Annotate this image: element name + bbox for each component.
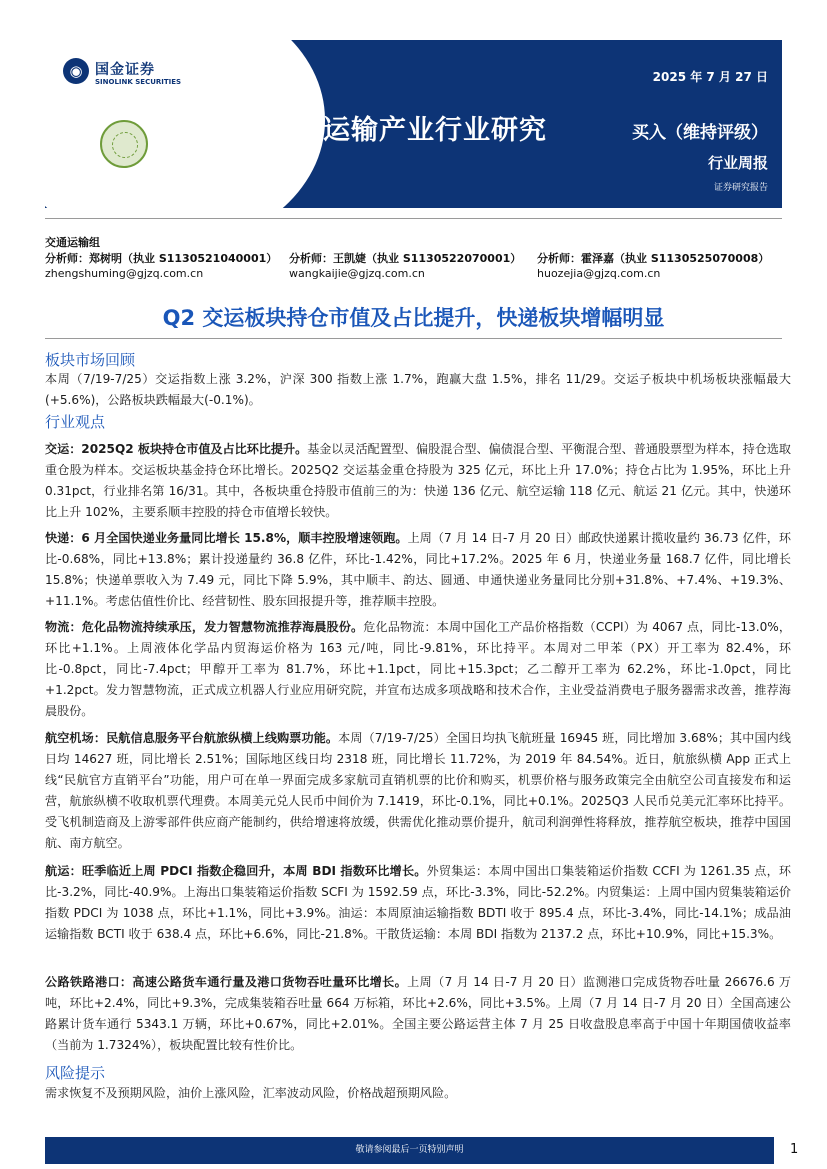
green-seal-icon <box>100 120 148 168</box>
view-paragraph-logistics <box>45 617 791 722</box>
section-title-risk: 风险提示 <box>45 1064 106 1082</box>
analyst-2: 分析师：王凯婕（执业 S1130522070001） <box>289 252 522 265</box>
report-headline: Q2 交运板块持仓市值及占比提升，快递板块增幅明显 <box>162 306 665 330</box>
view-text: 外贸集运：本周中国出口集装箱运价指数 CCFI 为 1261.35 点，环比-3.2%，同比-40.9%。上海出口集装箱运价指数 SCFI 为 1592.59 点，环比-3.3%，同比-52.2%。内贸集运：上周中国内贸集装箱运价指数 PDCI 为 1038 点，环比+1.1%，同比+3.9%。油运：本周原油运输指数 BDTI 收于 895.4 点，环比-3.4%，同比-14.1%；成品油运输指数 BCTI 收于 638.4 点，环比+6.6%，同比-21.8%。干散货运输：本周 BDI 指数为 2137.2 点，环比+10.9%，同比+15.3%。 <box>45 864 791 942</box>
company-logo <box>63 58 233 94</box>
divider <box>45 218 782 219</box>
analyst-3-email[interactable]: huozejia@gjzq.com.cn <box>537 267 661 280</box>
view-text: 上周（7 月 14 日-7 月 20 日）邮政快递累计揽收量约 36.73 亿件，环比-0.68%，同比+13.8%；累计投递量约 36.8 亿件，环比-1.42%，同比+17.2%。2025 年 6 月，快递业务量 168.7 亿件，同比增长 15.8%；快递单票收入为 7.49 元，同比下降 5.9%，其中顺丰、韵达、圆通、申通快递业务量同比分别+31.8%、+7.4%、+19.3%、+11.1%。考虑估值性价比、经营韧性、股东回报提升等，推荐顺丰控股。 <box>45 531 791 609</box>
analyst-2-email[interactable]: wangkaijie@gjzq.com.cn <box>289 267 425 280</box>
report-subtype: 证券研究报告 <box>713 183 768 193</box>
view-text: 本周（7/19-7/25）全国日均执飞航班量 16945 班，同比增加 3.68%；其中国内线日均 14627 班，同比增长 2.51%；国际地区线日均 2318 班，同比增长 11.72%，为 2019 年 84.54%。近日，航旅纵横 App 正式上线“民航官方直销平台”功能，用户可在单一界面完成多家航司直销机票的比价和购买，机票价格与服务政策完全由航空公司直接发布和运营，航旅纵横不收取机票代理费。本周美元兑人民币中间价为 7.1419，环比-0.1%，同比+0.1%。2025Q3 人民币兑美元汇率环比持平。受飞机制造商及上游零部件供应商产能制约，供给增速将放缓，供需优化推动票价提升，航司利润弹性将释放，推荐航空板块，推荐中国国航、南方航空。 <box>45 731 791 851</box>
view-lead: 交运：2025Q2 板块持仓市值及占比环比提升。 <box>45 442 308 456</box>
view-lead: 快递：6 月全国快递业务量同比增长 15.8%，顺丰控股增速领跑。 <box>45 531 408 545</box>
analyst-1: 分析师：郑树明（执业 S1130521040001） <box>45 252 278 265</box>
view-lead: 物流：危化品物流持续承压，发力智慧物流推荐海晨股份。 <box>45 620 364 634</box>
view-lead: 公路铁路港口：高速公路货车通行量及港口货物吞吐量环比增长。 <box>45 975 408 989</box>
view-paragraph-shipping <box>45 861 791 945</box>
footer-disclaimer-bar: 敬请参阅最后一页特别声明 <box>45 1137 774 1164</box>
page-number: 1 <box>790 1142 799 1157</box>
report-date: 2025 年 7 月 27 日 <box>652 70 768 84</box>
logo-en-text: SINOLINK SECURITIES <box>95 78 182 86</box>
report-title: 交通运输产业行业研究 <box>267 115 547 146</box>
view-paragraph-aviation <box>45 728 791 855</box>
analyst-3: 分析师：霍泽嘉（执业 S1130525070008） <box>537 252 770 265</box>
view-text: 基金以灵活配置型、偏股混合型、偏债混合型、平衡混合型、普通股票型为样本，持仓选取重仓股为样本。交运板块基金持仓环比增长。2025Q2 交运基金重仓持股为 325 亿元，环比上升 17.0%；持仓占比为 1.95%，环比上升 0.31pct，行业排名第 16/31。其中，各板块重仓持股市值前三的为：快递 136 亿元、航空运输 118 亿元、航运 21 亿元。其中，快递环比上升 102%，主要系顺丰控股的持仓市值增长较快。 <box>45 442 791 520</box>
analyst-1-email[interactable]: zhengshuming@gjzq.com.cn <box>45 267 204 280</box>
rating-label: 买入（维持评级） <box>632 123 768 143</box>
report-type: 行业周报 <box>707 154 768 172</box>
section-title-market: 板块市场回顾 <box>45 351 136 369</box>
view-lead: 航空机场：民航信息服务平台航旅纵横上线购票功能。 <box>45 731 339 745</box>
analyst-group: 交通运输组 <box>45 236 100 249</box>
view-text: 危化品物流：本周中国化工产品价格指数（CCPI）为 4067 点，同比-13.0%，环比+1.1%。上周液体化学品内贸海运价格为 163 元/吨，同比-9.81%，环比持平。本周对二甲苯（PX）开工率为 82.4%，环比-0.8pct，同比-7.4pct；甲醇开工率为 81.7%，环比+1.1pct，同比+15.3pct；乙二醇开工率为 62.2%，环比-1.0pct，同比+1.2pct。发力智慧物流，正式成立机器人行业应用研究院，并宣布达成多项战略和技术合作，主业受益消费电子服务器需求改善，推荐海晨股份。 <box>45 620 791 719</box>
section-title-views: 行业观点 <box>45 413 106 431</box>
logo-mark-icon: ◉ <box>63 58 89 84</box>
view-paragraph-transport <box>45 439 791 523</box>
risk-text: 需求恢复不及预期风险，油价上涨风险，汇率波动风险，价格战超预期风险。 <box>45 1086 457 1100</box>
view-paragraph-road-rail-port <box>45 972 791 1056</box>
view-lead: 航运：旺季临近上周 PDCI 指数企稳回升，本周 BDI 指数环比增长。 <box>45 864 427 878</box>
market-review-text: 本周（7/19-7/25）交运指数上涨 3.2%，沪深 300 指数上涨 1.7%，跑赢大盘 1.5%，排名 11/29。交运子板块中机场板块涨幅最大(+5.6%)，公路板块跌幅最大(-0.1%)。 <box>45 372 791 408</box>
report-header-banner <box>45 40 782 208</box>
logo-cn-text: 国金证券 <box>95 62 155 78</box>
divider <box>45 338 782 339</box>
view-text: 上周（7 月 14 日-7 月 20 日）监测港口完成货物吞吐量 26676.6 万吨，环比+2.4%，同比+9.3%，完成集装箱吞吐量 664 万标箱，环比+2.6%，同比+3.5%。上周（7 月 14 日-7 月 20 日）全国高速公路累计货车通行 5343.1 万辆，环比+0.67%，同比+2.01%。全国主要公路运营主体 7 月 25 日收盘股息率高于中国十年期国债收益率（当前为 1.7324%），板块配置比较有性价比。 <box>45 975 791 1053</box>
view-paragraph-express <box>45 528 791 612</box>
